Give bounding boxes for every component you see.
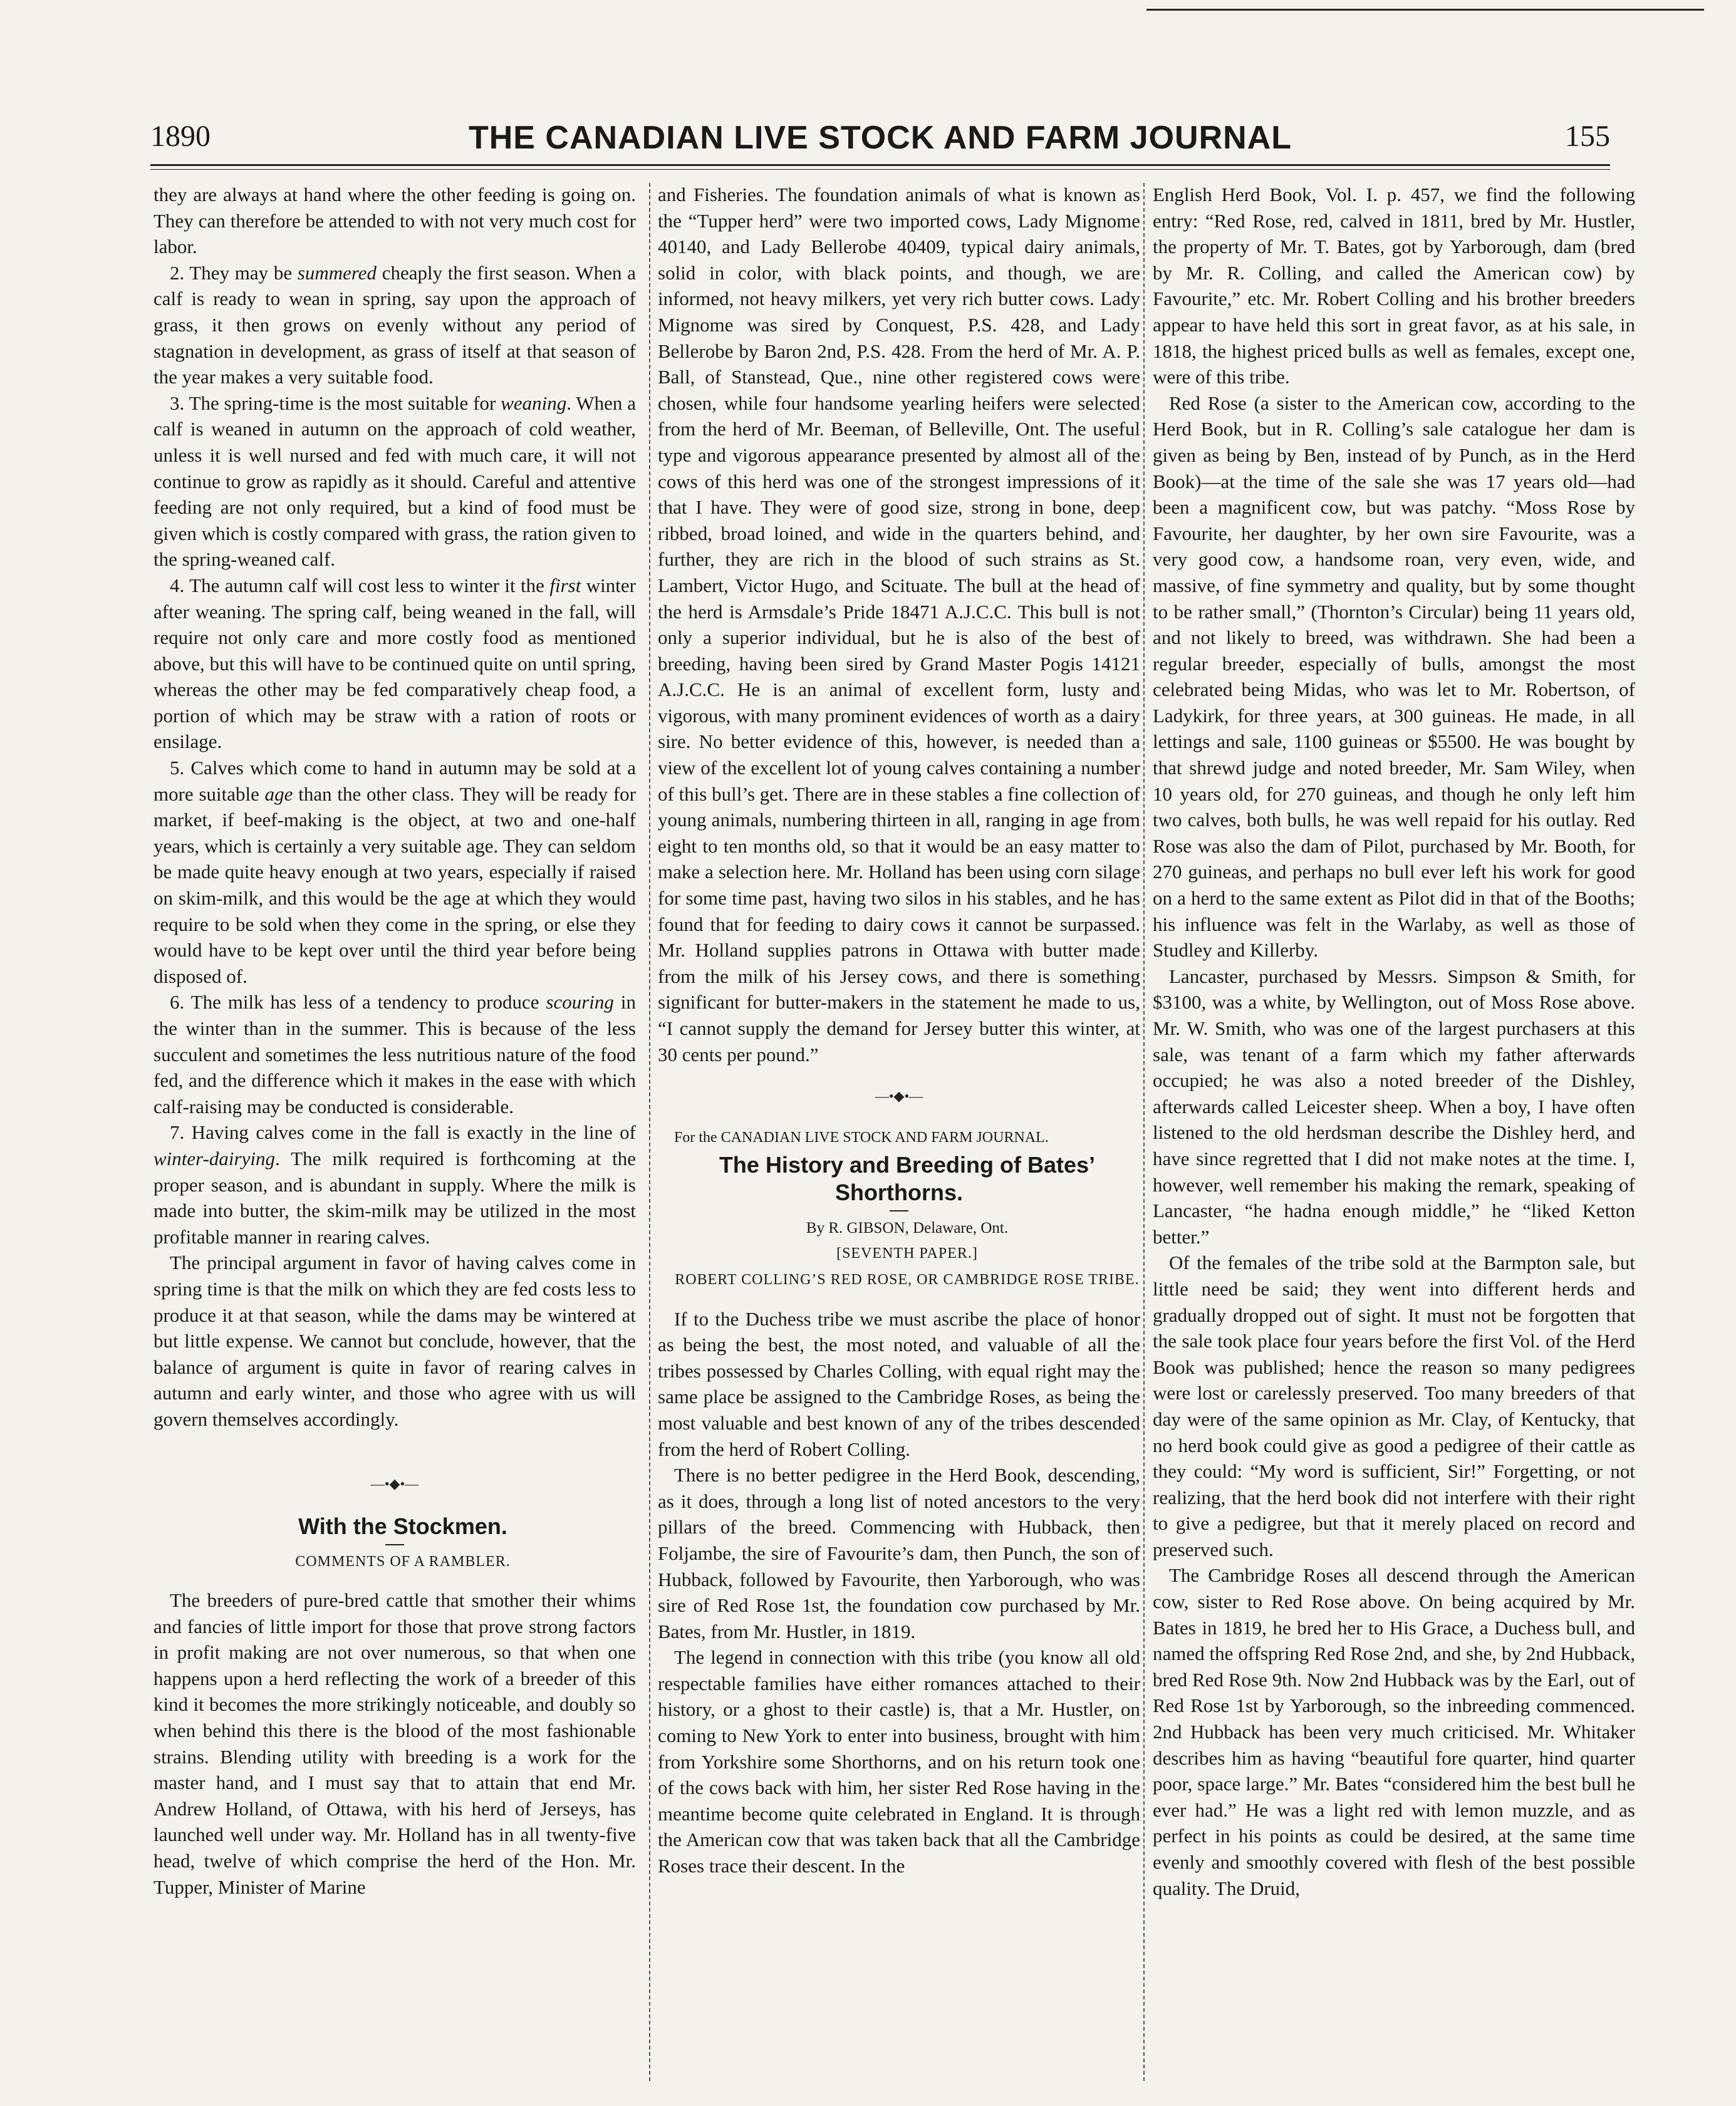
paragraph: 6. The milk has less of a tendency to produce scouring in the winter than in the summer. This is because of the less succulent and sometimes the less nutritious nature of the food fed, and the difference which it makes in the ease with which calf-raising may be conducted is considerable.: [153, 991, 636, 1118]
paragraph: The principal argument in favor of having calves come in spring time is that the milk on which they are fed costs less to produce it at that season, while the dams may be wintered at but little expense. We cannot but conclude, however, that the balance of argument is quite in favor of rearing calves in autumn and early winter, and those who agree with us will govern themselves accordingly.: [153, 1252, 636, 1430]
paragraph: English Herd Book, Vol. I. p. 457, we find the following entry: “Red Rose, red, calved in 1811, bred by Mr. Hustler, the property of Mr. T. Bates, got by Yarborough, dam (bred by Mr. R. Colling, and called the American cow) by Favourite,” etc. Mr. Robert Colling and his brother breeders appear to have held this sort in great favor, as at his sale, in 1818, the highest priced bulls as well as females, except one, were of this tribe.: [1153, 184, 1635, 388]
column-separator: [1143, 183, 1145, 2081]
paragraph: they are always at hand where the other feeding is going on. They can therefore be attended to with not very much cost for labor.: [153, 184, 636, 258]
section-ornament: —•◆•—: [875, 1088, 923, 1104]
paragraph: and Fisheries. The foundation animals of what is known as the “Tupper herd” were two imported cows, Lady Mignome 40140, and Lady Bellerobe 40409, typical dairy animals, solid in color, with black points, and though, we are informed, not heavy milkers, yet very rich butter cows. Lady Mignome was sired by Conquest, P.S. 428, and Lady Bellerobe by Baron 2nd, P.S. 428. From the herd of Mr. A. P. Ball, of Stanstead, Que., nine other registered cows were chosen, while four handsome yearling heifers were selected from the herd of Mr. Beeman, of Belleville, Ont. The useful type and vigorous appearance presented by almost all of the cows of this herd was one of the strongest impressions of it that I have. They were of good size, strong in bone, deep ribbed, broad loined, and wide in the quarters behind, and further, they are rich in the blood of such strains as St. Lambert, Victor Hugo, and Scituate. The bull at the head of the herd is Armsdale’s Pride 18471 A.J.C.C. This bull is not only a superior individual, but he is also of the best of breeding, having been sired by Grand Master Pogis 14121 A.J.C.C. He is an animal of excellent form, lusty and vigorous, with many prominent evidences of worth as a dairy sire. No better evidence of this, however, is needed than a view of the excellent lot of young calves containing a number of this bull’s get. There are in these stables a fine collection of young animals, numbering thirteen in all, ranging in age from eight to ten months old, so that it would be an easy matter to make a selection here. Mr. Holland has been using corn silage for some time past, having two silos in his stables, and he has found that for feeding to dairy cows it cannot be surpassed. Mr. Holland supplies patrons in Ottawa with butter made from the milk of his Jersey cows, and there is something significant for butter-makers in the statement he made to us, “I cannot supply the demand for Jersey butter this winter, at 30 cents per pound.”: [658, 184, 1140, 1066]
paragraph: There is no better pedigree in the Herd Book, descending, as it does, through a long list of noted ancestors to the very pillars of the breed. Commencing with Hubback, then Foljambe, the sire of Favourite’s dam, then Punch, the son of Hubback, followed by Favourite, then Yarborough, who was sire of Red Rose 1st, the foundation cow purchased by Mr. Bates, from Mr. Hustler, in 1819.: [658, 1464, 1140, 1642]
column-3: [1153, 182, 1635, 2086]
article-title: The History and Breeding of Bates’ Shorthorns.: [719, 1151, 1096, 1205]
header-year: 1890: [150, 120, 211, 153]
article-subhead: ROBERT COLLING’S RED ROSE, OR CAMBRIDGE ROSE TRIBE.: [675, 1271, 1140, 1288]
section-title: With the Stockmen.: [298, 1513, 507, 1539]
paragraph: Lancaster, purchased by Messrs. Simpson & Smith, for $3100, was a white, by Wellington, out of Moss Rose above. Mr. W. Smith, who was one of the largest purchasers at this sale, was tenant of a farm which my father afterwards occupied; he was also a noted breeder of the Dishley, afterwards called Leicester sheep. When a boy, I have often listened to the old herdsman describe the Dishley herd, and have since regretted that I did not make notes at the time. I, however, well remember his making the remark, speaking of Lancaster, “he hadna enough middle,” he “liked Ketton better.”: [1153, 965, 1635, 1248]
column-2: [658, 182, 1140, 2086]
paper-number: [SEVENTH PAPER.]: [836, 1245, 978, 1262]
paragraph: 3. The spring-time is the most suitable for weaning. When a calf is weaned in autumn on the approach of cold weather, unless it is well nursed and fed with much care, it will not continue to grow as rapidly as it should. Careful and attentive feeding are not only required, but a kind of food must be given which is costly compared with grass, the ration given to the spring-weaned calf.: [153, 392, 636, 571]
paragraph: Of the females of the tribe sold at the Barmpton sale, but little need be said; they went into different herds and gradually dropped out of sight. It must not be forgotten that the sale took place four years before the first Vol. of the Herd Book was published; hence the reason so many pedigrees were lost or carelessly preserved. Too many breeders of that day were of the same opinion as Mr. Clay, of Kentucky, that no herd book could give as good a pedigree of their cattle as they could: “My word is sufficient, Sir!” Forgetting, or not realizing, that the herd book did not interfere with their right to give a pedigree, but that it merely placed on record and preserved such.: [1153, 1252, 1635, 1560]
title-dash: [890, 1210, 908, 1211]
paragraph: 7. Having calves come in the fall is exactly in the line of winter-dairying. The milk required is forthcoming at the proper season, and is abundant in supply. Where the milk is made into butter, the skim-milk may be utilized in the most profitable manner in rearing calves.: [153, 1121, 636, 1248]
title-dash: [385, 1544, 404, 1545]
section-ornament: —•◆•—: [370, 1475, 419, 1491]
paragraph: 2. They may be summered cheaply the first season. When a calf is ready to wean in spring, say upon the approach of grass, it then grows on evenly without any period of stagnation in development, as grass of itself at that season of the year makes a very suitable food.: [153, 261, 636, 388]
top-border-line: [1146, 9, 1704, 11]
paragraph: The breeders of pure-bred cattle that smother their whims and fancies of little import for those that prove strong factors in profit making are not over numerous, so that when one happens upon a herd reflecting the work of a breeder of this kind it becomes the more strikingly noticeable, and doubly so when behind this there is the blood of the most fashionable strains. Blending utility with breeding is a work for the master hand, and I must say that to attain that end Mr. Andrew Holland, of Ottawa, with his herd of Jerseys, has launched well under way. Mr. Holland has in all twenty-five head, twelve of which comprise the herd of the Hon. Mr. Tupper, Minister of Marine: [153, 1589, 636, 1898]
column-separator: [649, 183, 650, 2081]
article-byline: By R. GIBSON, Delaware, Ont.: [806, 1219, 1009, 1237]
header-rule-thick: [150, 164, 1610, 166]
article-source-line: For the CANADIAN LIVE STOCK AND FARM JOURNAL.: [674, 1129, 1049, 1146]
paragraph: The Cambridge Roses all descend through the American cow, sister to Red Rose above. On being acquired by Mr. Bates in 1819, he bred her to His Grace, a Duchess bull, and named the offspring Red Rose 2nd, and she, by 2nd Hubback, bred Red Rose 9th. Now 2nd Hubback was by the Earl, out of Red Rose 1st by Yarborough, so the inbreeding commenced. 2nd Hubback has been very much criticised. Mr. Whitaker describes him as having “beautiful fore quarter, hind quarter poor, space large.” Mr. Bates “considered him the best bull he ever had.” He was a light red with lemon muzzle, and as perfect in his points as could be desired, at the same time evenly and smoothly covered with flesh of the best possible quality. The Druid,: [1153, 1564, 1635, 1899]
section-subtitle: COMMENTS OF A RAMBLER.: [295, 1553, 511, 1570]
journal-title: THE CANADIAN LIVE STOCK AND FARM JOURNAL: [468, 120, 1292, 156]
paragraph: The legend in connection with this tribe (you know all old respectable families have either romances attached to their history, or a ghost to their castle) is, that a Mr. Hustler, on coming to New York to enter into business, brought with him from Yorkshire some Shorthorns, and on his return took one of the cows back with him, her sister Red Rose having in the meantime become quite celebrated in England. It is through the American cow that was taken back that all the Cambridge Roses trace their descent. In the: [658, 1646, 1140, 1877]
page-header: [150, 119, 1610, 157]
column-1: [153, 182, 636, 2086]
paragraph: 4. The autumn calf will cost less to winter it the first winter after weaning. The spring calf, being weaned in the fall, will require not only care and more costly food as mentioned above, but this will have to be continued quite on until spring, whereas the other may be fed comparatively cheap food, a portion of which may be straw with a ration of roots or ensilage.: [153, 574, 636, 753]
paragraph: 5. Calves which come to hand in autumn may be sold at a more suitable age than the other class. They will be ready for market, if beef-making is the object, at two and one-half years, which is certainly a very suitable age. They can seldom be made quite heavy enough at two years, especially if raised on skim-milk, and this would be the age at which they would require to be sold when they come in the spring, or else they would have to be kept over until the third year before being disposed of.: [153, 757, 636, 987]
page-number: 155: [1565, 120, 1610, 153]
header-rule-thin: [150, 169, 1610, 170]
paragraph: If to the Duchess tribe we must ascribe the place of honor as being the best, the most noted, and valuable of all the tribes possessed by Charles Colling, with equal right may the same place be assigned to the Cambridge Roses, as being the most valuable and best known of any of the tribes descended from the herd of Robert Colling.: [658, 1307, 1140, 1460]
paragraph: Red Rose (a sister to the American cow, according to the Herd Book, but in R. Colling’s sale catalogue her dam is given as being by Ben, instead of by Punch, as in the Herd Book)—at the time of the sale she was 17 years old—had been a magnificent cow, but was patchy. “Moss Rose by Favourite, her daughter, by her own sire Favourite, was a very good cow, a handsome roan, very even, wide, and massive, of fine symmetry and quality, but by some thought to be rather small,” (Thornton’s Circular) being 11 years old, and not likely to breed, was withdrawn. She had been a regular breeder, especially of bulls, amongst the most celebrated being Midas, who was let to Mr. Robertson, of Ladykirk, for three years, at 300 guineas. He made, in all lettings and sale, 1100 guineas or $5500. He was bought by that shrewd judge and noted breeder, Mr. Sam Wiley, when 10 years old, for 270 guineas, and though he only left him two calves, both bulls, he was well repaid for his outlay. Red Rose was also the dam of Pilot, purchased by Mr. Booth, for 270 guineas, and perhaps no bull ever left his work for good on a herd to the same extent as Pilot did in that of the Booths; his influence was felt in the Warlaby, as well as those of Studley and Killerby.: [1153, 392, 1635, 962]
